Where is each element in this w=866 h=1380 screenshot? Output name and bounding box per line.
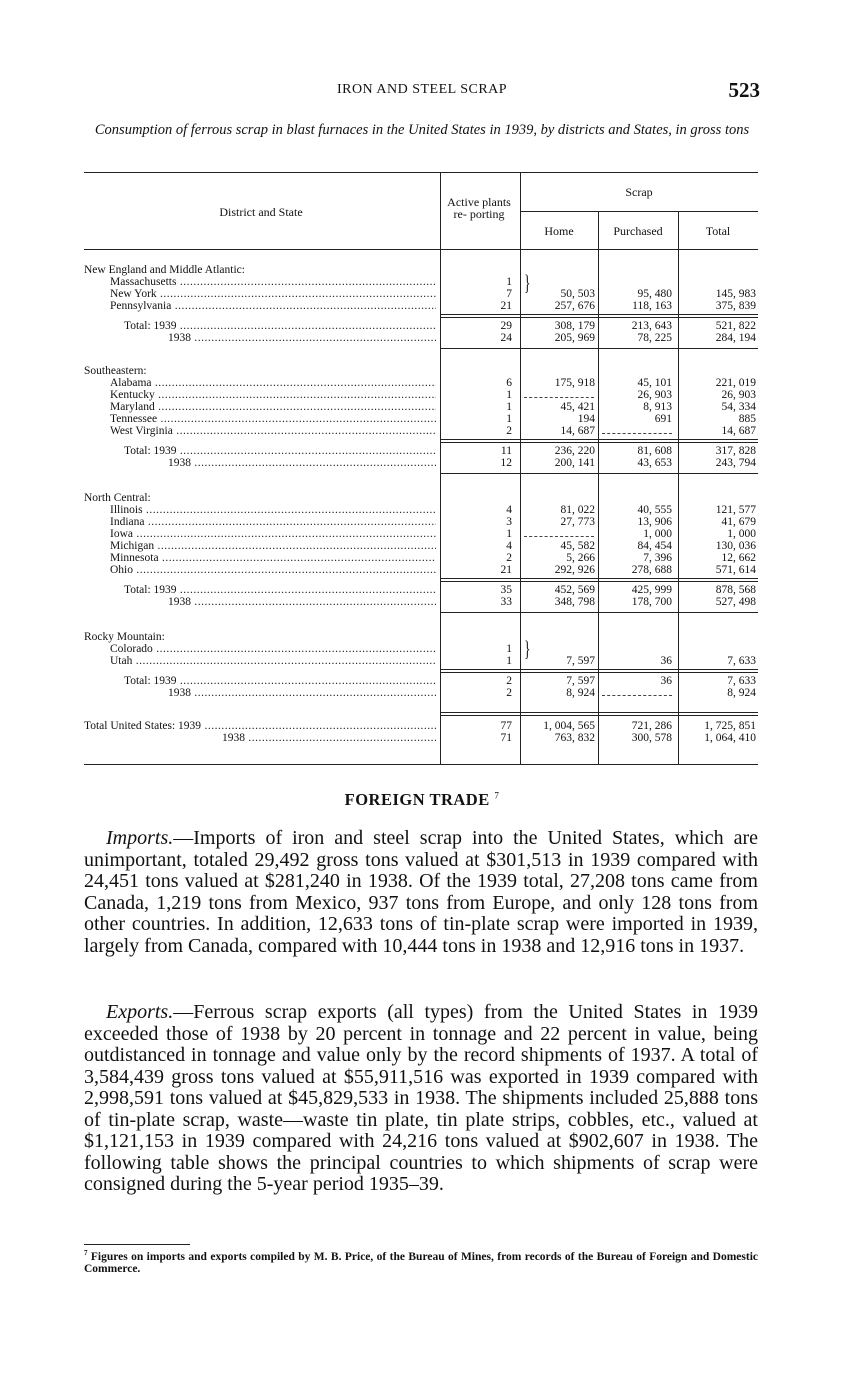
purchased-cell: 78, 225 (637, 332, 672, 344)
plants-cell: 1 (506, 643, 512, 655)
home-cell: 1, 004, 565 (543, 720, 595, 732)
row-label: Total: 1939 ..... (124, 584, 436, 596)
brace-icon: } (524, 636, 531, 661)
table-row (84, 643, 758, 655)
plants-cell: 7 (506, 288, 512, 300)
total-cell: 375, 839 (715, 300, 756, 312)
subtotal-rule (440, 581, 758, 582)
row-label: Indiana ..... (110, 516, 436, 528)
total-cell: 54, 334 (721, 401, 756, 413)
section-name: North Central: (84, 492, 151, 504)
row-label: Ohio ..... (110, 564, 436, 576)
purchased-cell: 26, 903 (637, 389, 672, 401)
row-label: Total: 1939 ..... (124, 320, 436, 332)
exports-lead: Exports. (106, 1001, 174, 1023)
total-cell: 7, 633 (727, 675, 756, 687)
total-cell: 521, 822 (715, 320, 756, 332)
purchased-cell: 84, 454 (637, 540, 672, 552)
plants-cell: 21 (500, 300, 512, 312)
section-heading-row (84, 492, 758, 504)
table-row (84, 276, 758, 288)
home-cell: 205, 969 (554, 332, 595, 344)
subtotal-row (84, 596, 758, 608)
purchased-cell: 7, 396 (643, 552, 672, 564)
home-cell: 8, 924 (566, 687, 595, 699)
total-cell: 527, 498 (715, 596, 756, 608)
row-label: West Virginia ..... (110, 425, 436, 437)
grand-total-row (84, 732, 758, 744)
row-label: Kentucky ..... (110, 389, 436, 401)
total-cell: 8, 924 (727, 687, 756, 699)
plants-cell: 2 (506, 675, 512, 687)
total-cell: 317, 828 (715, 445, 756, 457)
row-label: New York ..... (110, 288, 436, 300)
section-heading-row (84, 631, 758, 643)
subtotal-rule (440, 669, 758, 670)
plants-cell: 1 (506, 655, 512, 667)
home-cell: 175, 918 (554, 377, 595, 389)
table-row (84, 516, 758, 528)
row-label: 1938 ..... (168, 332, 436, 344)
column-rule (520, 172, 521, 764)
row-label: Total United States: 1939 ..... (84, 720, 436, 732)
home-cell: 45, 582 (560, 540, 595, 552)
section-name: Southeastern: (84, 365, 147, 377)
page-number: 523 (728, 78, 760, 102)
table-row (84, 413, 758, 425)
plants-cell: 4 (506, 504, 512, 516)
plants-cell: 1 (506, 276, 512, 288)
plants-cell: 12 (500, 457, 512, 469)
row-label: Pennsylvania ..... (110, 300, 436, 312)
table-row (84, 552, 758, 564)
table-row (84, 528, 758, 540)
table-row (84, 377, 758, 389)
total-cell: 243, 794 (715, 457, 756, 469)
plants-cell: 1 (506, 413, 512, 425)
home-cell: 50, 503 (560, 288, 595, 300)
purchased-cell: 118, 163 (632, 300, 672, 312)
home-cell: 452, 569 (554, 584, 595, 596)
plants-cell: 33 (500, 596, 512, 608)
total-cell: 221, 019 (715, 377, 756, 389)
empty-cell-dash (602, 695, 672, 696)
table-row (84, 655, 758, 667)
foreign-trade-heading: FOREIGN TRADE $^7$ (344, 790, 500, 809)
row-label: Iowa ..... (110, 528, 436, 540)
imports-lead: Imports. (106, 827, 174, 849)
table-caption: Consumption of ferrous scrap in blast furnaces in the United States in 1939, by districts and States, in gross tons (94, 122, 750, 138)
total-cell: 7, 633 (727, 655, 756, 667)
plants-cell: 29 (500, 320, 512, 332)
home-cell: 45, 421 (560, 401, 595, 413)
footnote-rule (84, 1244, 190, 1245)
header-total: Total (705, 224, 731, 238)
purchased-cell: 300, 578 (631, 732, 672, 744)
brace-icon: } (524, 270, 531, 295)
subtotal-rule (440, 439, 758, 440)
scrap-consumption-table (84, 172, 758, 766)
home-cell: 348, 798 (554, 596, 595, 608)
plants-cell: 21 (500, 564, 512, 576)
imports-paragraph (84, 828, 758, 957)
home-cell: 81, 022 (560, 504, 595, 516)
page-header (84, 78, 760, 106)
row-label: 1938 ..... (168, 687, 436, 699)
purchased-cell: 1, 000 (643, 528, 672, 540)
home-cell: 308, 179 (554, 320, 595, 332)
row-label: 1938 ..... (222, 732, 436, 744)
table-row (84, 389, 758, 401)
subtotal-row (84, 445, 758, 457)
table-row (84, 288, 758, 300)
total-cell: 145, 983 (715, 288, 756, 300)
header-district: District and State (219, 205, 303, 219)
section-name: Rocky Mountain: (84, 631, 165, 643)
purchased-cell: 81, 608 (637, 445, 672, 457)
home-cell: 14, 687 (560, 425, 595, 437)
section-separator-rule (440, 612, 758, 613)
plants-cell: 2 (506, 687, 512, 699)
home-cell: 194 (577, 413, 595, 425)
purchased-cell: 45, 101 (637, 377, 672, 389)
subtotal-rule (440, 317, 758, 318)
table-row (84, 564, 758, 576)
total-cell: 885 (738, 413, 756, 425)
header-home: Home (544, 224, 574, 238)
purchased-cell: 95, 480 (637, 288, 672, 300)
column-rule (440, 172, 441, 764)
plants-cell: 2 (506, 425, 512, 437)
table-row (84, 401, 758, 413)
section-name: New England and Middle Atlantic: (84, 264, 245, 276)
home-cell: 7, 597 (566, 675, 595, 687)
subtotal-row (84, 675, 758, 687)
section-heading-row (84, 264, 758, 276)
home-cell: 257, 676 (554, 300, 595, 312)
table-row (84, 425, 758, 437)
row-label: Colorado ..... (110, 643, 436, 655)
footnote-text: Figures on imports and exports compiled by M. B. Price, of the Bureau of Mines, from records of the Bureau of Foreign and Domestic Commerce. (84, 1250, 758, 1276)
plants-cell: 3 (506, 516, 512, 528)
header-purchased: Purchased (613, 224, 663, 238)
plants-cell: 6 (506, 377, 512, 389)
scrap-subheader-rule (520, 211, 758, 212)
header-bottom-rule (84, 249, 758, 250)
subtotal-row (84, 332, 758, 344)
footnote-marker: 7 (84, 1249, 88, 1257)
row-label: Minnesota ..... (110, 552, 436, 564)
row-label: 1938 ..... (168, 596, 436, 608)
imports-text: —Imports of iron and steel scrap into the United States, which are unimportant, totaled 29,492 gross tons valued at $301,513 in 1939 compared with 24,451 tons valued at $281,240 in 1938. Of the 1939 total, 27,208 tons came from Canada, 1,219 tons from Mexico, 937 tons from Europe, and only 128 tons from other countries. In addition, 12,633 tons of tin-plate scrap were imported in 1939, largely from Canada, compared with 10,444 tons in 1938 and 12,916 tons in 1937. (84, 827, 758, 957)
total-cell: 26, 903 (721, 389, 756, 401)
grand-total-row (84, 720, 758, 732)
subtotal-row (84, 687, 758, 699)
total-cell: 14, 687 (721, 425, 756, 437)
column-rule (678, 211, 679, 764)
plants-cell: 1 (506, 389, 512, 401)
table-row (84, 504, 758, 516)
grand-total-rule (440, 715, 758, 716)
plants-cell: 71 (500, 732, 512, 744)
total-cell: 121, 577 (715, 504, 756, 516)
total-cell: 571, 614 (715, 564, 756, 576)
purchased-cell: 721, 286 (631, 720, 672, 732)
purchased-cell: 43, 653 (637, 457, 672, 469)
total-cell: 878, 568 (715, 584, 756, 596)
row-label: 1938 ..... (168, 457, 436, 469)
row-label: Total: 1939 ..... (124, 675, 436, 687)
grand-total-rule (440, 712, 758, 713)
plants-cell: 24 (500, 332, 512, 344)
table-row (84, 300, 758, 312)
home-cell: 236, 220 (554, 445, 595, 457)
table-top-rule (84, 172, 758, 173)
plants-cell: 77 (500, 720, 512, 732)
total-cell: 41, 679 (721, 516, 756, 528)
subtotal-row (84, 457, 758, 469)
purchased-cell: 425, 999 (631, 584, 672, 596)
section-heading-row (84, 365, 758, 377)
empty-cell-dash (524, 397, 594, 398)
row-label: Tennessee ..... (110, 413, 436, 425)
home-cell: 200, 141 (554, 457, 595, 469)
purchased-cell: 13, 906 (637, 516, 672, 528)
section-separator-rule (440, 348, 758, 349)
row-label: Illinois ..... (110, 504, 436, 516)
subtotal-row (84, 320, 758, 332)
running-title: IRON AND STEEL SCRAP (336, 82, 508, 97)
subtotal-rule (440, 314, 758, 315)
home-cell: 7, 597 (566, 655, 595, 667)
purchased-cell: 8, 913 (643, 401, 672, 413)
purchased-cell: 213, 643 (631, 320, 672, 332)
home-cell: 292, 926 (554, 564, 595, 576)
purchased-cell: 36 (660, 655, 672, 667)
column-rule (598, 211, 599, 764)
subtotal-rule (440, 442, 758, 443)
table-row (84, 540, 758, 552)
purchased-cell: 178, 700 (631, 596, 672, 608)
row-label: Michigan ..... (110, 540, 436, 552)
total-cell: 1, 725, 851 (704, 720, 756, 732)
exports-text: —Ferrous scrap exports (all types) from the United States in 1939 exceeded those of 1938 by 20 percent in tonnage and 22 percent in value, being outdistanced in tonnage and value only by the record shipments of 1937. A total of 3,584,439 gross tons valued at $55,911,516 was exported in 1939 compared with 2,998,591 tons valued at $45,829,533 in 1938. The shipments included 25,888 tons of tin-plate scrap, waste—waste tin plate, tin plate strips, cobbles, etc., valued at $1,121,153 in 1939 compared with 24,216 tons valued at $902,607 in 1938. The following table shows the principal countries to which shipments of scrap were consigned during the 5-year period 1935–39. (84, 1001, 758, 1195)
row-label: Alabama ..... (110, 377, 436, 389)
row-label: Utah ..... (110, 655, 436, 667)
row-label: Total: 1939 ..... (124, 445, 436, 457)
header-scrap: Scrap (625, 185, 653, 199)
section-separator-rule (440, 473, 758, 474)
exports-paragraph (84, 1002, 758, 1196)
plants-cell: 1 (506, 528, 512, 540)
plants-cell: 35 (500, 584, 512, 596)
row-label: Massachusetts ..... (110, 276, 436, 288)
total-cell: 1, 064, 410 (704, 732, 756, 744)
row-label: Maryland ..... (110, 401, 436, 413)
total-cell: 130, 036 (715, 540, 756, 552)
empty-cell-dash (602, 433, 672, 434)
subtotal-rule (440, 578, 758, 579)
purchased-cell: 278, 688 (631, 564, 672, 576)
total-cell: 12, 662 (721, 552, 756, 564)
subtotal-rule (440, 672, 758, 673)
plants-cell: 1 (506, 401, 512, 413)
purchased-cell: 36 (660, 675, 672, 687)
purchased-cell: 691 (654, 413, 672, 425)
plants-cell: 2 (506, 552, 512, 564)
header-plants: Active plants re- porting (447, 195, 511, 221)
home-cell: 5, 266 (566, 552, 595, 564)
home-cell: 763, 832 (554, 732, 595, 744)
total-cell: 284, 194 (715, 332, 756, 344)
plants-cell: 4 (506, 540, 512, 552)
empty-cell-dash (524, 536, 594, 537)
total-cell: 1, 000 (727, 528, 756, 540)
footnote (84, 1247, 758, 1276)
subtotal-row (84, 584, 758, 596)
home-cell: 27, 773 (560, 516, 595, 528)
table-bottom-rule (84, 764, 758, 765)
plants-cell: 11 (500, 445, 512, 457)
purchased-cell: 40, 555 (637, 504, 672, 516)
